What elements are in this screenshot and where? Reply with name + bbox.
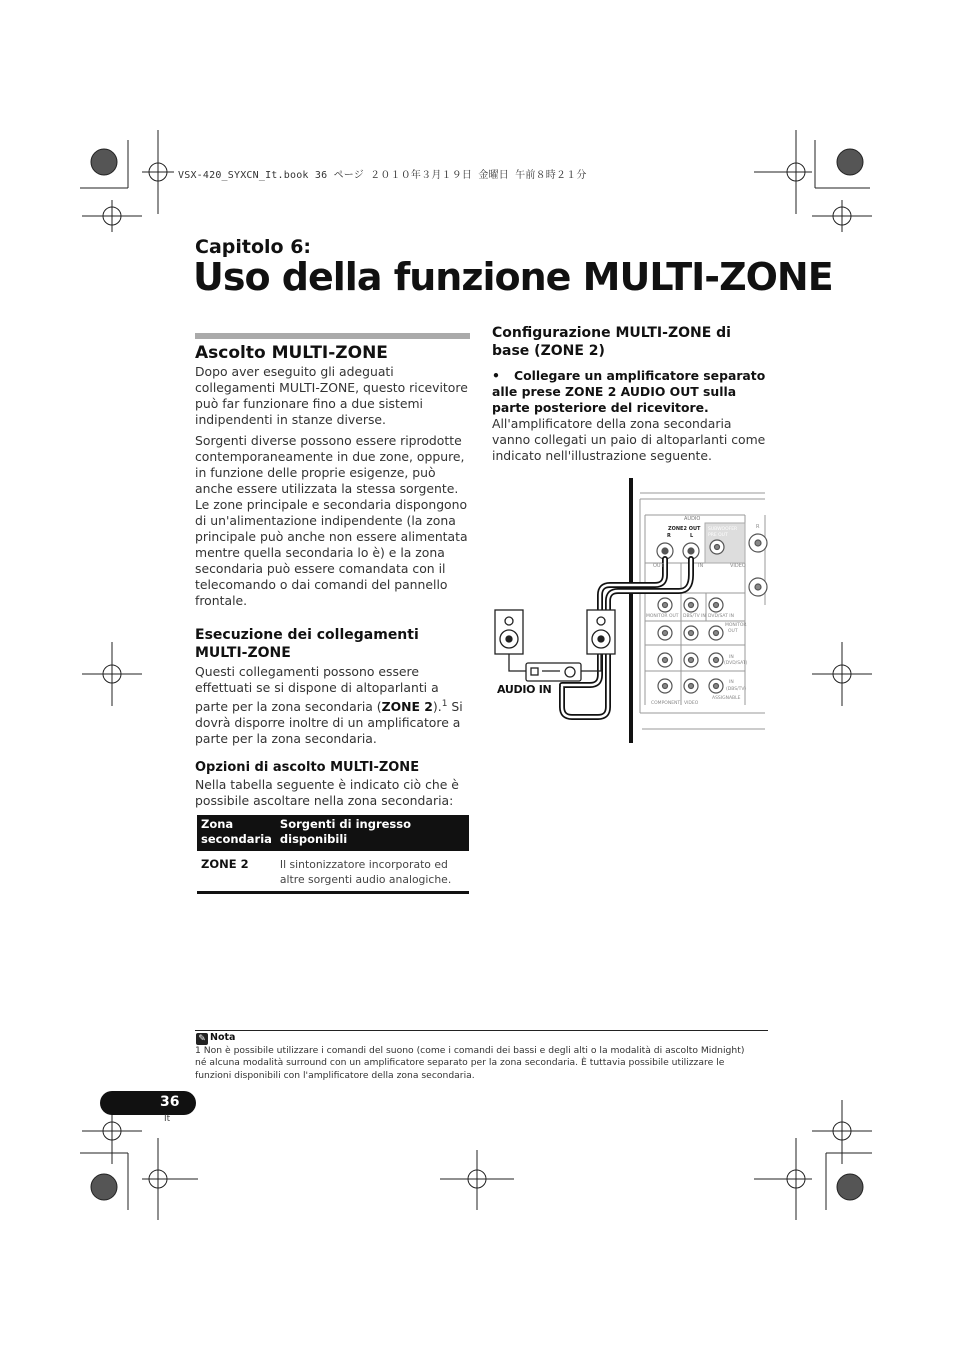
book-header-line: VSX-420_SYXCN_It.book 36 ページ ２０１０年３月１９日 金曜日 午前８時２１分 — [178, 170, 587, 181]
bullet-marker: • — [492, 368, 500, 383]
config-paragraph: All'amplificatore della zona secondaria vanno collegati un paio di altoparlanti come indicato nell'illustrazione seguente. — [492, 416, 766, 463]
subsection-title: Esecuzione dei collegamenti MULTI-ZONE — [195, 627, 419, 661]
note-text: 1 Non è possibile utilizzare i comandi del suono (come i comandi dei bassi e degli alti o la modalità di ascolto Midnight) né alcuna modalità surround con un amplificatore separato per la zona secondaria. È tuttavia possibile utilizzare le funzioni disponibili con l'amplificatore della zona secondaria. — [195, 1045, 745, 1081]
audio-in-label: AUDIO IN — [497, 683, 552, 696]
paragraph-1: Dopo aver eseguito gli adeguati collegamenti MULTI-ZONE, questo ricevitore può far funzionare fino a due sistemi indipendenti in stanze diverse. — [195, 364, 468, 427]
in-label: IN — [698, 563, 704, 569]
zone2-out-label: ZONE2 OUT — [668, 526, 701, 532]
paragraph-3: Questi collegamenti possono essere effettuati se si dispone di altoparlanti a parte per la zona secondaria (ZONE 2).$^1$ Si dovrà disporre inoltre di un amplificatore a parte per la zona secondaria. — [195, 664, 463, 747]
chapter-label: Capitolo 6: — [195, 236, 312, 258]
video2-label: VIDEO — [684, 701, 699, 706]
options-intro: Nella tabella seguente è indicato ciò che è possibile ascoltare nella zona secondaria: — [195, 777, 459, 808]
page-number-tab — [100, 1091, 196, 1115]
connection-diagram — [490, 475, 770, 747]
out-label: OUT — [653, 563, 664, 569]
dvd-sat-label: (DVD/SAT) — [724, 661, 748, 666]
paragraph-2: Sorgenti diverse possono essere riprodotte contemporaneamente in due zone, oppure, in funzione delle proprie esigenze, può anche essere utilizzata la stessa sorgente. Le zone principale e secondaria dispongono di un'alimentazione indipendente (la zona principale può anche non essere alimentata mentre quella secondaria lo è) e la zona secondaria può essere comandata con il telecomando o dai comandi del pannello frontale. — [195, 433, 468, 608]
in1-label: IN — [729, 655, 734, 660]
monitor-out-label: MONITOR OUT — [646, 614, 679, 619]
options-title: Opzioni di ascolto MULTI-ZONE — [195, 760, 420, 775]
monitor-label: MONITOR — [725, 623, 747, 628]
audio-label: AUDIO — [684, 516, 701, 522]
r-label: R — [667, 533, 671, 539]
chapter-title: Uso della funzione MULTI-ZONE — [193, 255, 833, 299]
l-label: L — [690, 533, 694, 539]
table-row — [197, 851, 469, 893]
component-label: COMPONENT — [651, 701, 681, 706]
page-number: 36 — [160, 1094, 180, 1110]
table-cell-zone: ZONE 2 — [197, 851, 276, 893]
section-title: Ascolto MULTI-ZONE — [195, 343, 388, 363]
note-divider — [195, 1030, 768, 1031]
in2-label: IN — [729, 680, 734, 685]
note-pencil-icon: ✎ — [196, 1033, 208, 1045]
table-header-zone: Zona secondaria — [197, 815, 276, 851]
zone-table — [197, 815, 469, 894]
table-header-row — [197, 815, 469, 851]
note-label: Nota — [210, 1032, 236, 1043]
pre-out-label: PRE OUT — [708, 533, 728, 538]
assignable-label: ASSIGNABLE — [712, 696, 741, 701]
dbs-tv-in-label: DBS/TV IN — [683, 614, 706, 619]
r2-label: R — [756, 524, 760, 530]
page-language: It — [164, 1114, 171, 1124]
video-label: VIDEO — [730, 563, 746, 569]
table-header-sources: Sorgenti di ingresso disponibili — [276, 815, 469, 851]
subwoofer-label: SUBWOOFER — [708, 527, 738, 532]
dvd-sat-in-label: DVD/SAT IN — [708, 614, 734, 619]
table-cell-sources: Il sintonizzatore incorporato ed altre sorgenti audio analogiche. — [276, 851, 469, 893]
config-title: Configurazione MULTI-ZONE di base (ZONE 2) — [492, 325, 731, 359]
bullet-instruction: Collegare un amplificatore separato alle prese ZONE 2 AUDIO OUT sulla parte posteriore del ricevitore. — [492, 368, 766, 415]
section-bar — [195, 333, 470, 339]
dbs-tv-label: (DBS/TV) — [726, 687, 747, 692]
monitor-out2-label: OUT — [728, 629, 738, 634]
